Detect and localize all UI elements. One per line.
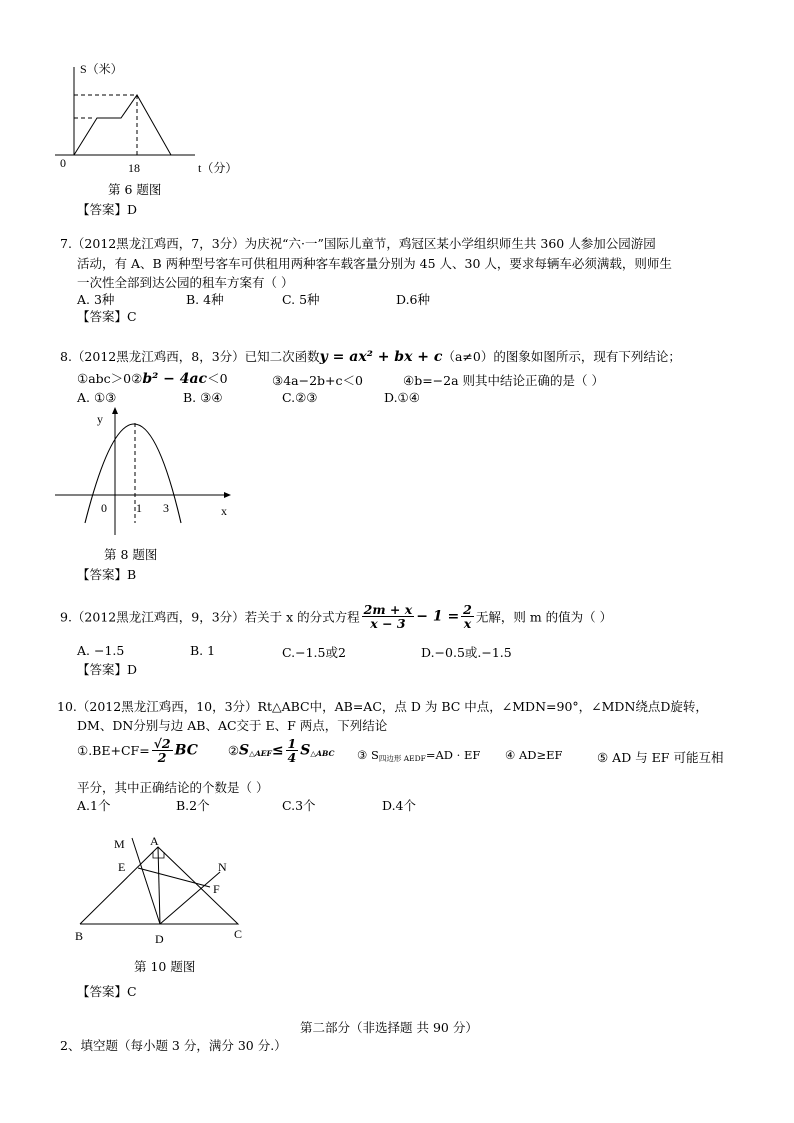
q10-point-n: N <box>218 860 227 874</box>
q8-conclusions <box>77 369 228 387</box>
q10-s2-right-sub: △ABC <box>310 749 335 759</box>
q8-graph <box>55 405 245 540</box>
q10-figure <box>70 832 260 950</box>
q9-stem-pre: 9.（2012黑龙江鸡西，9，3分）若关于 x 的分式方程 <box>60 609 360 625</box>
q7-answer: 【答案】C <box>77 309 137 324</box>
q8-option-a: A. ①③ <box>77 390 117 405</box>
part2-title: 第二部分（非选择题 共 90 分） <box>300 1020 478 1035</box>
q7-option-a: A. 3种 <box>77 292 115 307</box>
q7-option-c: C. 5种 <box>282 292 320 307</box>
q10-point-c: C <box>234 927 243 941</box>
q10-stem-line4: 平分，其中正确结论的个数是（ ） <box>77 780 269 795</box>
q7-stem-line2: 活动，有 A、B 两种型号客车可供租用两种客车载客量分别为 45 人、30 人，要求每辆车必须满载，则师生 <box>77 256 672 271</box>
q10-s1-pre: ①.BE+CF= <box>77 743 150 759</box>
q10-point-f: F <box>213 882 220 896</box>
q9-answer: 【答案】D <box>77 662 138 677</box>
q10-s5: ⑤ AD 与 EF 可能互相 <box>597 750 724 765</box>
q10-option-b: B.2个 <box>176 798 210 813</box>
q10-s1-den: 2 <box>157 750 167 766</box>
q8-option-c: C.②③ <box>282 390 318 405</box>
q8-graph-x-label: x <box>221 504 227 518</box>
q10-s2-pre: ② <box>227 743 240 759</box>
q7-option-d: D.6种 <box>396 292 431 307</box>
q10-s2-right: S <box>300 742 311 759</box>
q8-c4: ④b=−2a 则其中结论正确的是（ ） <box>403 373 605 388</box>
q10-option-c: C.3个 <box>282 798 316 813</box>
q8-c1-end: ＜0 <box>207 371 228 386</box>
q10-s3-pre: ③ S <box>357 748 379 762</box>
q6-y-axis-label: S（米） <box>80 62 123 76</box>
q7-stem-line1: 7.（2012黑龙江鸡西，7，3分）为庆祝“六·一”国际儿童节，鸡冠区某小学组织师生共 360 人参加公园游园 <box>60 236 656 251</box>
q8-formula: y = ax² + bx + c <box>319 349 443 365</box>
q8-answer: 【答案】B <box>77 567 137 582</box>
q9-option-d: D.−0.5或.−1.5 <box>421 645 512 660</box>
q6-caption: 第 6 题图 <box>108 182 162 197</box>
q8-caption: 第 8 题图 <box>104 547 158 562</box>
q9-stem <box>60 603 612 630</box>
q10-caption: 第 10 题图 <box>134 959 196 974</box>
q10-s1-post: BC <box>174 742 198 759</box>
q8-c3: ③4a−2b+c＜0 <box>272 373 363 388</box>
q10-s4: ④ AD≥EF <box>505 748 563 762</box>
q8-graph-origin: 0 <box>101 501 107 515</box>
q10-s3-post: =AD · EF <box>425 748 481 762</box>
q6-origin-label: 0 <box>60 156 66 170</box>
q8-graph-tick-3: 3 <box>163 501 169 515</box>
q9-mid: − 1 = <box>416 608 460 625</box>
q7-stem-line3: 一次性全部到达公园的租车方案有（ ） <box>77 275 294 290</box>
q10-stem-line2: DM、DN分别与边 AB、AC交于 E、F 两点，下列结论 <box>77 718 388 733</box>
q9-frac2-den: x <box>463 616 472 632</box>
q10-s2-den: 4 <box>287 750 297 766</box>
q10-s3 <box>357 748 480 764</box>
q10-point-b: B <box>75 929 84 943</box>
q8-stem-post: （a≠0）的图象如图所示，现有下列结论； <box>442 349 681 364</box>
q9-option-a: A. −1.5 <box>77 643 125 658</box>
q8-option-d: D.①④ <box>384 390 420 405</box>
q6-x-axis-label: t（分） <box>198 161 238 175</box>
q10-s1-num: √2 <box>153 736 171 751</box>
q6-answer: 【答案】D <box>77 202 138 217</box>
q10-stem-line1: 10.（2012黑龙江鸡西，10，3分）Rt△ABC中，AB=AC，点 D 为 BC 中点，∠MDN=90°，∠MDN绕点D旋转， <box>57 699 708 714</box>
q10-point-d: D <box>155 932 164 946</box>
q8-graph-tick-1: 1 <box>136 501 142 515</box>
q6-x-tick: 18 <box>128 161 140 175</box>
q10-s2-num: 1 <box>287 736 297 751</box>
q10-point-a: A <box>150 834 159 848</box>
q8-stem <box>60 347 681 365</box>
q8-c1: ①abc＞0② <box>77 371 143 386</box>
q10-option-a: A.1个 <box>77 798 111 813</box>
q10-point-e: E <box>118 860 126 874</box>
q9-stem-post: 无解，则 m 的值为（ ） <box>475 609 613 625</box>
q10-s2-le: ≤ <box>271 742 284 759</box>
q7-option-b: B. 4种 <box>186 292 224 307</box>
q9-frac1-den: x − 3 <box>370 616 406 632</box>
q10-point-m: M <box>114 837 125 851</box>
q9-frac1-num: 2m + x <box>363 602 413 617</box>
q10-statements <box>77 737 334 764</box>
q8-stem-pre: 8.（2012黑龙江鸡西，8，3分）已知二次函数 <box>60 349 320 364</box>
q9-option-c: C.−1.5或2 <box>282 645 346 660</box>
q10-s3-sub: 四边形 AEDF <box>378 754 426 763</box>
q10-option-d: D.4个 <box>382 798 417 813</box>
part2-section-heading: 2、填空题（每小题 3 分，满分 30 分.） <box>60 1038 287 1053</box>
q8-option-b: B. ③④ <box>183 390 223 405</box>
q10-s2-left-sub: △AEF <box>249 749 272 759</box>
q8-c1-formula: b² − 4ac <box>142 371 208 387</box>
q9-option-b: B. 1 <box>190 643 216 658</box>
q8-graph-y-label: y <box>97 412 103 426</box>
q9-frac2-num: 2 <box>463 602 472 617</box>
q10-answer: 【答案】C <box>77 984 137 999</box>
q6-graph <box>55 55 245 185</box>
q10-s2-left: S <box>239 742 250 759</box>
